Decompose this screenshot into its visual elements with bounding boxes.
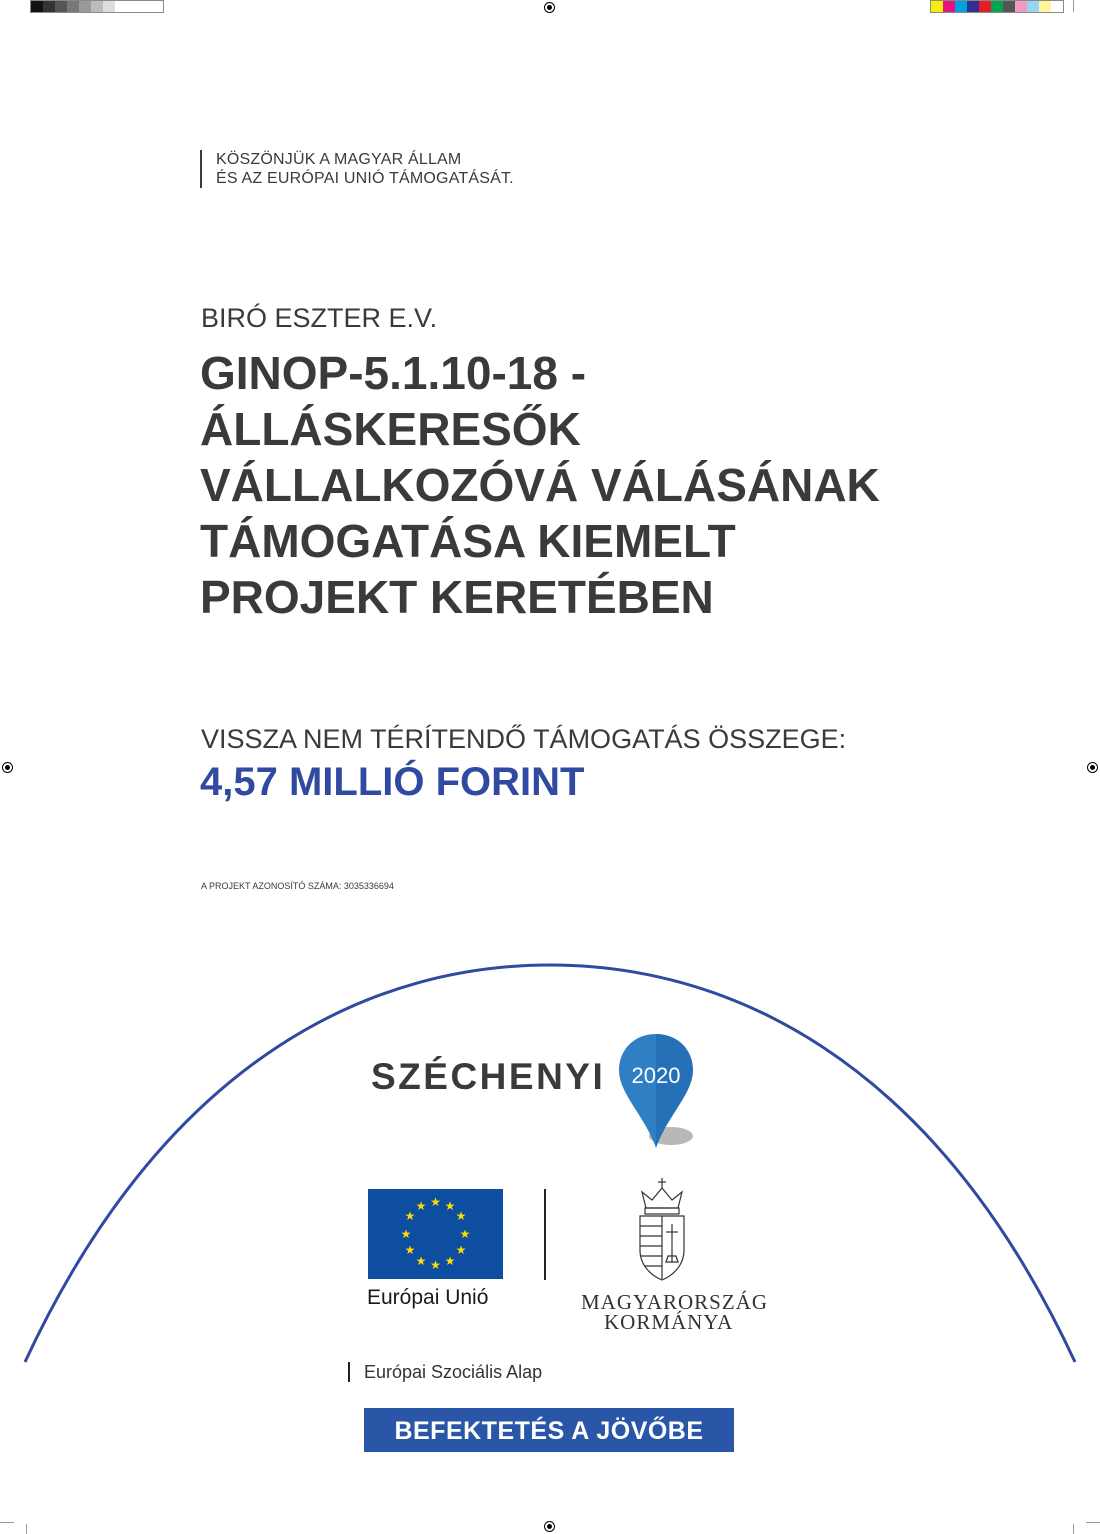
logo-divider — [544, 1189, 546, 1280]
eu-label: Európai Unió — [367, 1286, 489, 1309]
support-label: VISSZA NEM TÉRÍTENDŐ TÁMOGATÁS ÖSSZEGE: — [201, 724, 847, 754]
eu-stars-icon — [368, 1189, 503, 1279]
svg-text:★: ★ — [455, 1243, 467, 1257]
thanks-line-1: KÖSZÖNJÜK A MAGYAR ÁLLAM — [216, 151, 462, 168]
svg-text:★: ★ — [430, 1258, 441, 1272]
coat-of-arms-icon — [632, 1176, 692, 1284]
fund-label: Európai Szociális Alap — [348, 1362, 542, 1382]
eu-flag — [368, 1189, 503, 1279]
thanks-line-2: ÉS AZ EURÓPAI UNIÓ TÁMOGATÁSÁT. — [216, 170, 514, 187]
svg-text:★: ★ — [444, 1254, 456, 1268]
gov-label-line-2: KORMÁNYA — [604, 1310, 734, 1334]
support-amount: 4,57 MILLIÓ FORINT — [200, 760, 585, 804]
szechenyi-pin-icon — [615, 1032, 697, 1152]
szechenyi-logo-text: SZÉCHENYI — [371, 1056, 606, 1097]
title-line: VÁLLALKOZÓVÁ VÁLÁSÁNAK — [200, 459, 880, 511]
gov-label-line-1: MAGYARORSZÁG — [581, 1290, 769, 1314]
svg-text:★: ★ — [430, 1195, 441, 1209]
svg-text:★: ★ — [415, 1199, 427, 1213]
szechenyi-year: 2020 — [631, 1063, 681, 1088]
svg-text:★: ★ — [400, 1227, 412, 1241]
project-id: A PROJEKT AZONOSÍTÓ SZÁMA: 3035336694 — [201, 881, 394, 891]
title-line: PROJEKT KERETÉBEN — [200, 571, 714, 623]
svg-text:★: ★ — [404, 1243, 416, 1257]
svg-text:★: ★ — [404, 1209, 416, 1223]
svg-text:★: ★ — [459, 1227, 471, 1241]
invest-banner: BEFEKTETÉS A JÖVŐBE — [364, 1408, 734, 1452]
title-line: GINOP-5.1.10-18 - — [200, 347, 587, 399]
svg-text:★: ★ — [415, 1254, 427, 1268]
svg-text:★: ★ — [444, 1199, 456, 1213]
svg-text:★: ★ — [455, 1209, 467, 1223]
title-line: TÁMOGATÁSA KIEMELT — [200, 515, 736, 567]
title-line: ÁLLÁSKERESŐK — [200, 403, 581, 455]
beneficiary-name: BIRÓ ESZTER E.V. — [201, 303, 438, 333]
